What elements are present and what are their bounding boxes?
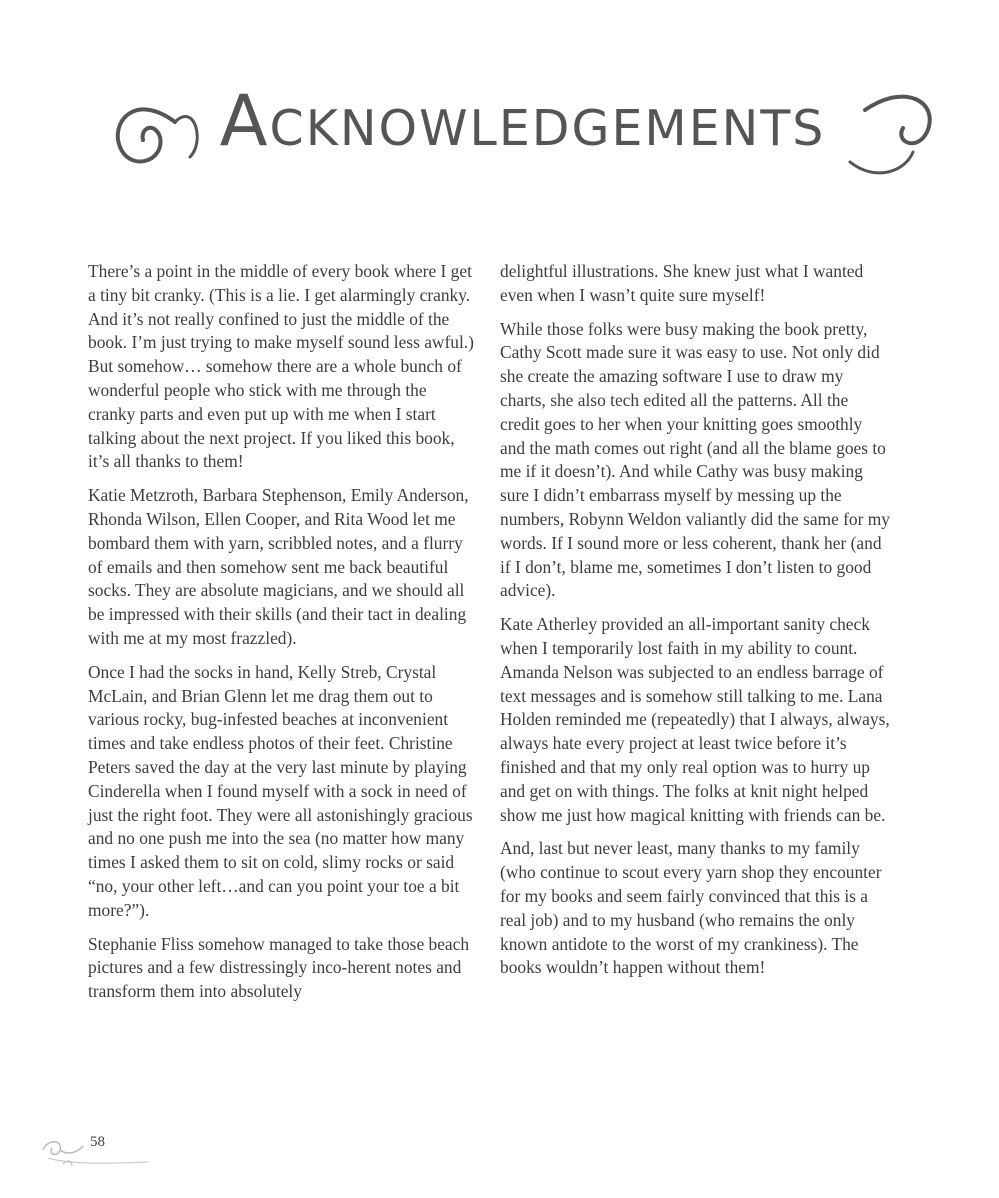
right-column	[500, 260, 890, 990]
page-title-block	[105, 62, 940, 192]
page-title: Acknowledgements	[219, 80, 826, 162]
paragraph: There’s a point in the middle of every book where I get a tiny bit cranky. (This is a lie. I get alarmingly cranky. And it’s not really confined to just the middle of the book. I’m just trying to make myself sound less awful.) But somehow… somehow there are a whole bunch of wonderful people who stick with me through the cranky parts and even put up with me when I start talking about the next project. If you liked this book, it’s all thanks to them!	[88, 261, 474, 472]
paragraph: delightful illustrations. She knew just what I wanted even when I wasn’t quite sure myself!	[500, 261, 864, 305]
paragraph: Katie Metzroth, Barbara Stephenson, Emily Anderson, Rhonda Wilson, Ellen Cooper, and Rita Wood let me bombard them with yarn, scribbled notes, and a flurry of emails and then somehow sent me back beautiful socks. They are absolute magicians, and we should all be impressed with their skills (and their tact in dealing with me at my most frazzled).	[88, 485, 469, 648]
paragraph: Kate Atherley provided an all-important sanity check when I temporarily lost faith in my ability to count. Amanda Nelson was subjected to an endless barrage of text messages and is somehow still talking to me. Lana Holden reminded me (repeatedly) that I always, always, always hate every project at least twice before it’s finished and that my only real option was to hurry up and get on with things. The folks at knit night helped show me just how magical knitting with friends can be.	[500, 614, 890, 825]
paragraph: While those folks were busy making the book pretty, Cathy Scott made sure it was easy to use. Not only did she create the amazing software I use to draw my charts, she also tech edited all the patterns. All the credit goes to her when your knitting goes smoothly and the math comes out right (and all the blame goes to me if it doesn’t). And while Cathy was busy making sure I didn’t embarrass myself by messing up the numbers, Robynn Weldon valiantly did the same for my words. If I sound more or less coherent, thank her (and if I don’t, blame me, sometimes I don’t listen to good advice).	[500, 318, 890, 601]
paragraph: Stephanie Fliss somehow managed to take those beach pictures and a few distressingly inco-herent notes and transform them into absolutely	[88, 933, 470, 1002]
left-column	[88, 260, 478, 1014]
page-footer	[38, 1130, 158, 1170]
paragraph: Once I had the socks in hand, Kelly Streb, Crystal McLain, and Brian Glenn let me drag them out to various rocky, bug-infested beaches at inconvenient times and take endless photos of their feet. Christine Peters saved the day at the very last minute by playing Cinderella when I found myself with a sock in need of just the right foot. They were all astonishingly gracious and no one push me into the sea (no matter how many times I asked them to sit on cold, slimy rocks or said “no, your other left…and can you point your toe a bit more?”).	[88, 661, 473, 920]
paragraph: And, last but never least, many thanks to my family (who continue to scout every yarn shop they encounter for my books and seem fairly convinced that this is a real job) and to my husband (who remains the only known antidote to the worst of my crankiness). The books wouldn’t happen without them!	[500, 838, 882, 978]
page-number: 58	[90, 1134, 105, 1150]
